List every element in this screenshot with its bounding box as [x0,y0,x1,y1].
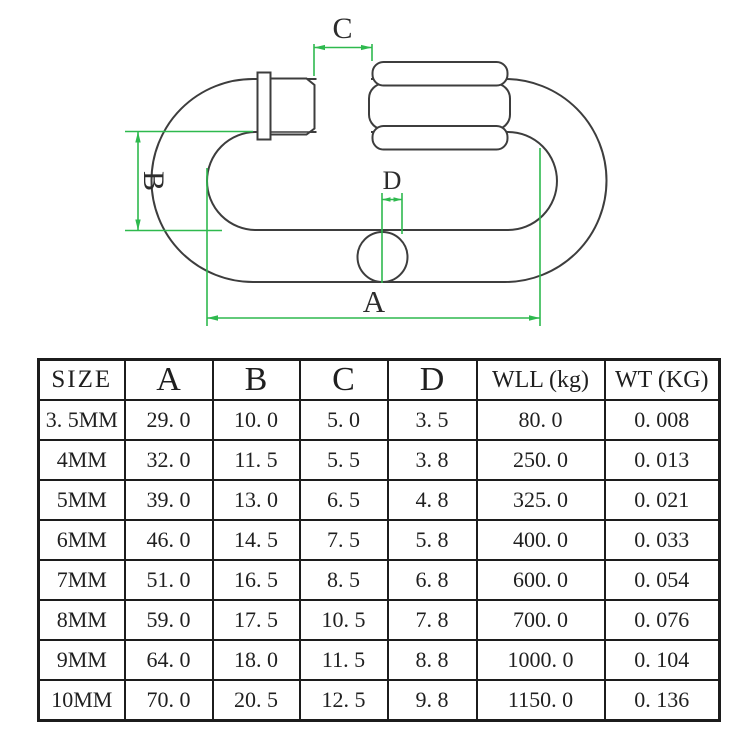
cell-a: 70. 0 [125,680,213,721]
cell-d: 7. 8 [388,600,477,640]
cell-wt: 0. 104 [605,640,720,680]
link-gap [317,58,372,138]
cell-a: 64. 0 [125,640,213,680]
cell-size: 6MM [39,520,125,560]
cell-d: 3. 5 [388,400,477,440]
nut-top-band [373,62,508,86]
cell-wll: 1000. 0 [477,640,605,680]
cell-b: 17. 5 [213,600,300,640]
cell-size: 5MM [39,480,125,520]
dim-a-arrow-left [207,315,218,320]
dim-d-arrow-right [394,197,403,202]
col-header-c: C [300,360,388,401]
cell-wll: 600. 0 [477,560,605,600]
cell-wll: 325. 0 [477,480,605,520]
cell-size: 10MM [39,680,125,721]
cell-b: 10. 0 [213,400,300,440]
col-header-wll: WLL (kg) [477,360,605,401]
cell-c: 5. 0 [300,400,388,440]
dim-c-label: C [332,12,353,45]
cell-b: 13. 0 [213,480,300,520]
cell-c: 5. 5 [300,440,388,480]
table-row [39,680,720,721]
table-row [39,560,720,600]
cell-c: 11. 5 [300,640,388,680]
cell-b: 16. 5 [213,560,300,600]
cell-d: 3. 8 [388,440,477,480]
cell-size: 4MM [39,440,125,480]
cell-wt: 0. 013 [605,440,720,480]
cell-c: 8. 5 [300,560,388,600]
dim-b-arrow-bottom [135,220,140,231]
cell-a: 46. 0 [125,520,213,560]
spec-table-header-row [39,360,720,401]
screw-end-flange [258,73,271,140]
cell-size: 9MM [39,640,125,680]
col-header-b: B [213,360,300,401]
dim-a-arrow-right [529,315,540,320]
cell-wt: 0. 008 [605,400,720,440]
cell-wt: 0. 033 [605,520,720,560]
cell-wll: 80. 0 [477,400,605,440]
cell-c: 7. 5 [300,520,388,560]
cell-c: 12. 5 [300,680,388,721]
cell-wll: 1150. 0 [477,680,605,721]
col-header-size: SIZE [39,360,125,401]
dim-c-arrow-left [314,45,325,50]
cell-wll: 400. 0 [477,520,605,560]
dim-c-arrow-right [361,45,372,50]
dim-b-label: B [137,170,170,192]
cell-wt: 0. 054 [605,560,720,600]
col-header-d: D [388,360,477,401]
cell-a: 29. 0 [125,400,213,440]
table-row [39,480,720,520]
nut-middle-band [369,84,510,130]
cell-wll: 700. 0 [477,600,605,640]
cell-size: 7MM [39,560,125,600]
cell-b: 11. 5 [213,440,300,480]
cell-b: 14. 5 [213,520,300,560]
cell-c: 6. 5 [300,480,388,520]
cell-size: 3. 5MM [39,400,125,440]
cell-b: 18. 0 [213,640,300,680]
table-row [39,440,720,480]
cell-wt: 0. 021 [605,480,720,520]
cell-a: 59. 0 [125,600,213,640]
cell-d: 4. 8 [388,480,477,520]
quick-link-diagram [0,0,750,352]
cell-d: 9. 8 [388,680,477,721]
screw-end-body [270,79,315,135]
col-header-a: A [125,360,213,401]
cell-wt: 0. 076 [605,600,720,640]
col-header-weight: WT (KG) [605,360,720,401]
cell-a: 51. 0 [125,560,213,600]
cell-size: 8MM [39,600,125,640]
cell-a: 32. 0 [125,440,213,480]
dim-d-label: D [382,166,402,195]
cell-c: 10. 5 [300,600,388,640]
table-row [39,520,720,560]
dim-a-label: A [362,284,386,319]
cell-b: 20. 5 [213,680,300,721]
nut-bottom-band [373,126,508,150]
table-row [39,600,720,640]
spec-table [37,358,721,722]
cell-wt: 0. 136 [605,680,720,721]
table-row [39,400,720,440]
cell-d: 8. 8 [388,640,477,680]
cell-a: 39. 0 [125,480,213,520]
cell-wll: 250. 0 [477,440,605,480]
cell-d: 6. 8 [388,560,477,600]
dim-d-arrow-left [382,197,391,202]
table-row [39,640,720,680]
cell-d: 5. 8 [388,520,477,560]
dim-b-arrow-top [135,132,140,143]
